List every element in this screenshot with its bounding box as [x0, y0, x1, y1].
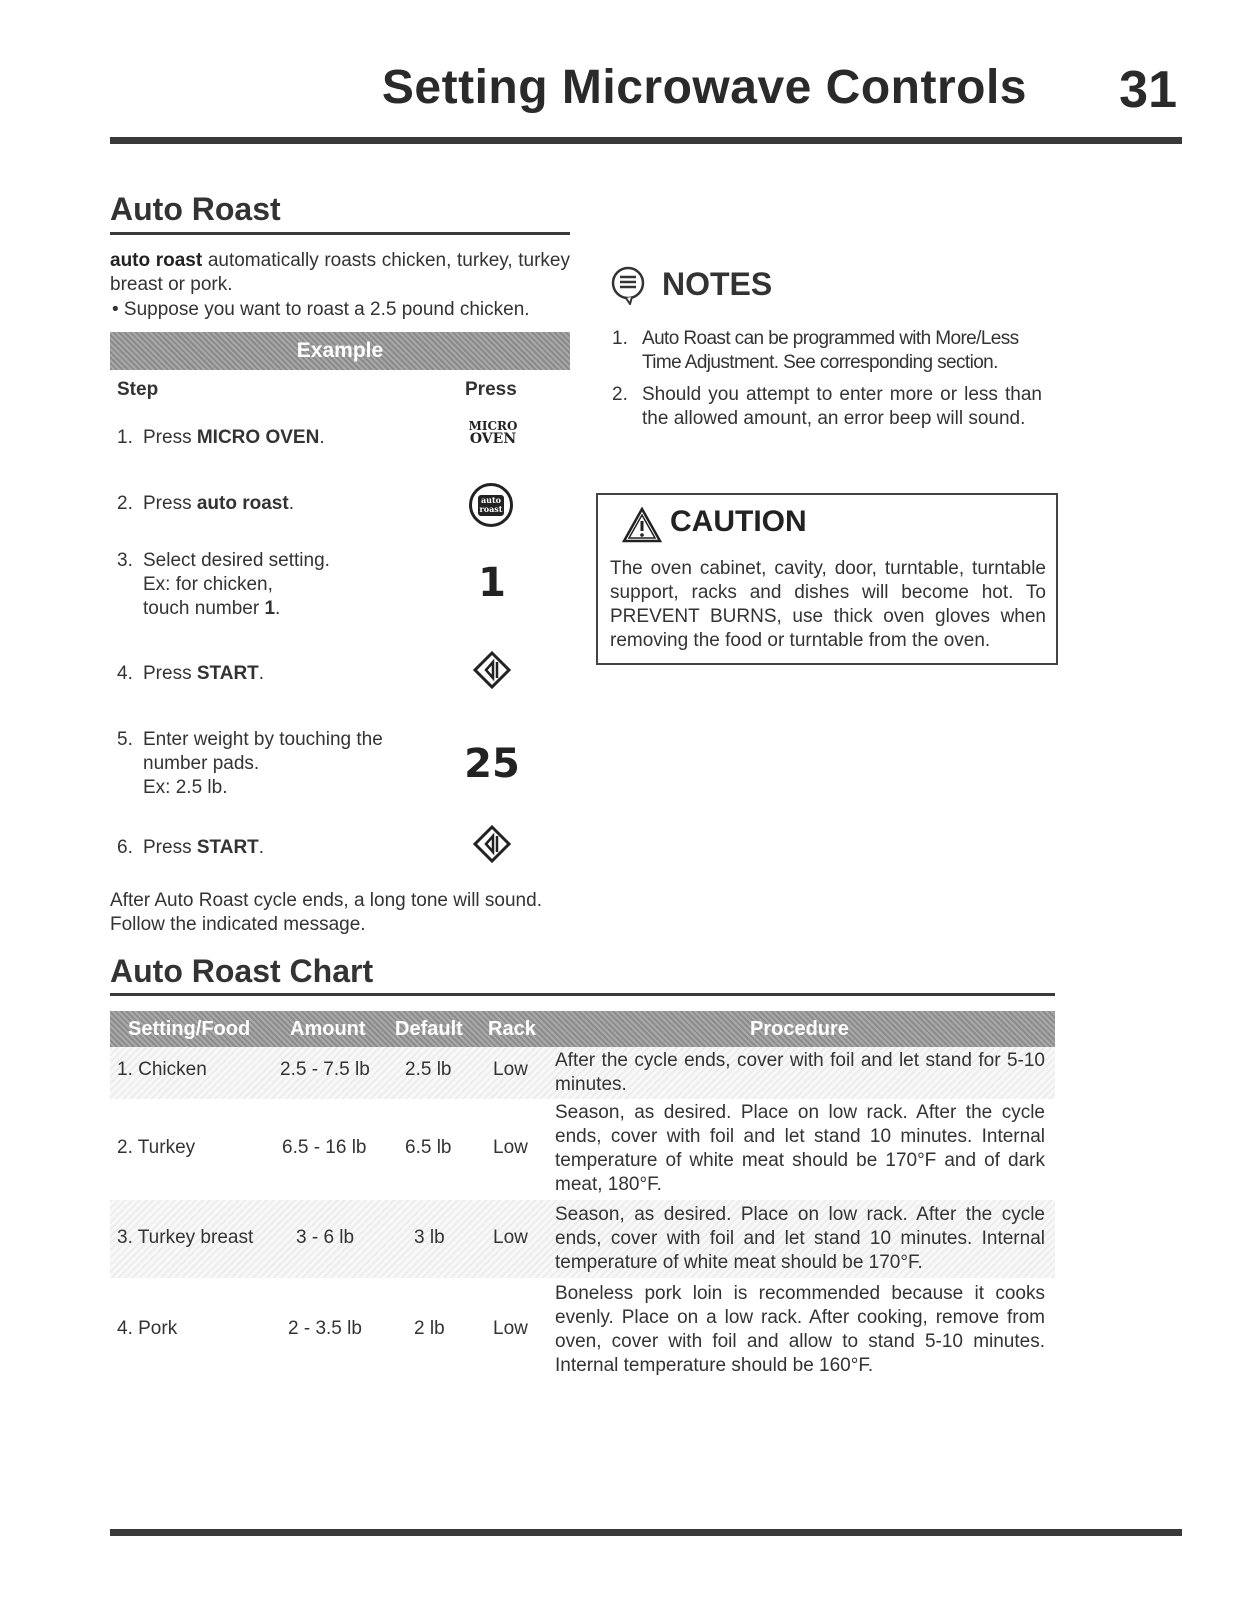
caution-box: [596, 493, 1058, 665]
procedure-cell: Season, as desired. Place on low rack. After the cycle ends, cover with foil and let stand 10 minutes. Internal temperature of white meat should be 170°F and of dark meat, 180°F.: [555, 1102, 1045, 1195]
food-cell: 4. Pork: [117, 1318, 178, 1339]
footer-rule: [110, 1529, 1182, 1536]
col-rack: Rack: [488, 1018, 536, 1040]
step-header: Step: [117, 379, 159, 400]
intro-bold: auto roast: [110, 250, 203, 271]
procedure-cell: After the cycle ends, cover with foil and let stand for 5-10 minutes.: [555, 1050, 1045, 1095]
rack-cell: Low: [493, 1318, 528, 1339]
step-4: 4. Press START.: [117, 663, 265, 684]
page-number: 31: [1119, 61, 1177, 119]
example-bar: Example: [110, 332, 570, 370]
step-5: 5. Enter weight by touching the number pads. Ex: 2.5 lb.: [117, 729, 383, 798]
notes-icon: [608, 265, 648, 305]
table-row: [110, 1279, 1055, 1379]
caution-title: CAUTION: [670, 505, 807, 538]
col-default: Default: [395, 1018, 463, 1040]
rack-cell: Low: [493, 1059, 528, 1080]
procedure-cell: Boneless pork loin is recommended because it cooks evenly. Place on a low rack. After cooking, remove from oven, cover with foil and allow to stand 5-10 minutes. Internal temperature should be 160°F.: [555, 1283, 1045, 1376]
rack-cell: Low: [493, 1227, 528, 1248]
note-1: 1. Auto Roast can be programmed with More/Less Time Adjustment. See corresponding section.: [612, 328, 1019, 373]
col-amount: Amount: [290, 1018, 366, 1040]
amount-cell: 6.5 - 16 lb: [282, 1137, 367, 1158]
start-key-icon-2: [472, 824, 512, 864]
chart-header-row: [110, 1011, 1055, 1047]
auto-roast-key-icon: [469, 483, 513, 527]
food-cell: 1. Chicken: [117, 1059, 207, 1080]
warning-triangle-icon: [622, 507, 662, 543]
rack-cell: Low: [493, 1137, 528, 1158]
after-cycle-text: After Auto Roast cycle ends, a long tone will sound. Follow the indicated message.: [110, 890, 542, 935]
default-cell: 6.5 lb: [405, 1137, 452, 1158]
weight-number-keys: 25: [464, 741, 520, 787]
food-cell: 2. Turkey: [117, 1137, 196, 1158]
note-2: 2. Should you attempt to enter more or less than the allowed amount, an error beep will sound.: [612, 384, 1042, 429]
caution-text: The oven cabinet, cavity, door, turntable, turntable support, racks and dishes will become hot. To PREVENT BURNS, use thick oven gloves when removing the food or turntable from the oven.: [610, 558, 1046, 651]
amount-cell: 2.5 - 7.5 lb: [280, 1059, 370, 1080]
step-2: 2. Press auto roast.: [117, 493, 294, 514]
table-row: [110, 1099, 1055, 1200]
notes-title: NOTES: [662, 266, 773, 302]
table-row: [110, 1200, 1055, 1278]
default-cell: 2 lb: [414, 1318, 445, 1339]
procedure-cell: Season, as desired. Place on low rack. After the cycle ends, cover with foil and let stand 10 minutes. Internal temperature of white meat should be 170°F.: [555, 1204, 1045, 1273]
auto-roast-intro: [110, 249, 570, 297]
default-cell: 2.5 lb: [405, 1059, 452, 1080]
press-header: Press: [465, 379, 517, 400]
col-procedure: Procedure: [750, 1018, 849, 1040]
auto-roast-key-badge: auto roast: [479, 495, 503, 514]
table-row: [110, 1047, 1055, 1099]
number-one-key: 1: [478, 560, 506, 606]
start-key-icon: [472, 650, 512, 690]
page-title: Setting Microwave Controls: [381, 61, 1027, 114]
amount-cell: 2 - 3.5 lb: [288, 1318, 362, 1339]
intro-bullet: • Suppose you want to roast a 2.5 pound chicken.: [112, 299, 530, 320]
col-setting-food: Setting/Food: [128, 1018, 251, 1040]
amount-cell: 3 - 6 lb: [296, 1227, 355, 1248]
default-cell: 3 lb: [414, 1227, 445, 1248]
micro-oven-key: MICRO OVEN: [468, 419, 518, 447]
step-6: 6. Press START.: [117, 837, 265, 858]
chart-rule: [110, 993, 1055, 996]
auto-roast-heading: Auto Roast: [110, 191, 281, 227]
intro-text: automatically roasts chicken, turkey, turkey breast or pork.: [110, 250, 570, 295]
food-cell: 3. Turkey breast: [117, 1227, 254, 1248]
auto-roast-rule: [110, 232, 570, 235]
chart-heading: Auto Roast Chart: [110, 953, 374, 989]
step-3: 3. Select desired setting. Ex: for chicken, touch number 1.: [117, 550, 330, 619]
step-1: 1. Press MICRO OVEN.: [117, 427, 325, 448]
header-rule: [110, 137, 1182, 144]
